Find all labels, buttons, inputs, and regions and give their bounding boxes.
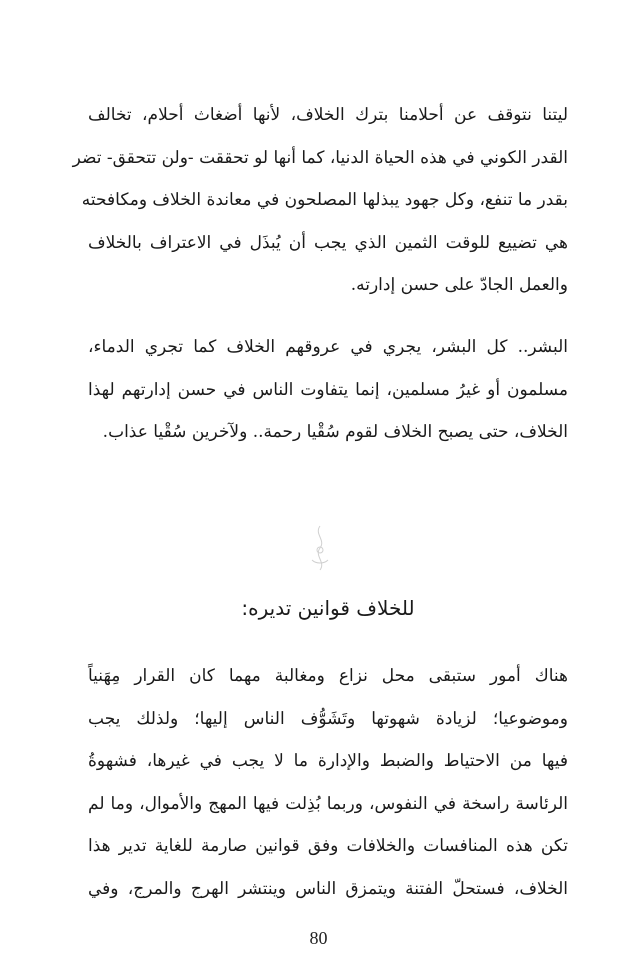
paragraph-line: وموضوعيا؛ لزيادة شهوتها وتَشَوُّف الناس إليها؛ ولذلك يجب (88, 708, 568, 729)
paragraph-line: بقدر ما تنفع، وكل جهود يبذلها المصلحون في معاندة الخلاف ومكافحته (81, 190, 568, 210)
paragraph-intro (72, 94, 568, 307)
page-number: 80 (309, 928, 328, 948)
paragraph-line: القدر الكوني في هذه الحياة الدنيا، كما أنها لو تحققت -ولن تتحقق- تضر (72, 147, 568, 168)
paragraph-line: فيها من الاحتياط والضبط والإدارة ما لا يجب في غيرها، فشهوةُ (88, 751, 568, 771)
paragraph-line: مسلمون أو غيرُ مسلمين، إنما يتفاوت الناس في حسن إدارتهم لهذا (88, 379, 568, 400)
paragraph-line: البشر.. كل البشر، يجري في عروقهم الخلاف كما تجري الدماء، (88, 337, 568, 357)
paragraph-line: ليتنا نتوقف عن أحلامنا بترك الخلاف، لأنها أضغاث أحلام، تخالف (88, 105, 568, 125)
paragraph-humans (88, 326, 568, 454)
paragraph-line: هي تضييع للوقت الثمين الذي يجب أن يُبذَل في الاعتراف بالخلاف (88, 232, 568, 253)
paragraph-line: الخلاف، فستحلّ الفتنة ويتمزق الناس وينتشر الهرج والمرج، وفي (88, 878, 568, 899)
paragraph-line: تكن هذه المنافسات والخلافات وفق قوانين صارمة للغاية تدير هذا (88, 836, 568, 856)
paragraph-line: الرئاسة راسخة في النفوس، وربما بُذِلت فيها المهج والأموال، وما لم (88, 793, 568, 814)
paragraph-line: هناك أمور ستبقى محل نزاع ومغالبة مهما كان القرار مِهَنياً (88, 666, 568, 686)
paragraph-line: الخلاف، حتى يصبح الخلاف لقوم سُقْيا رحمة.. ولآخرين سُقْيا عذاب. (102, 422, 568, 442)
section-heading: للخلاف قوانين تديره: (241, 596, 415, 620)
paragraph-rules (88, 655, 568, 910)
section-ornament-icon (300, 520, 340, 580)
paragraph-line: والعمل الجادّ على حسن إدارته. (350, 275, 568, 295)
